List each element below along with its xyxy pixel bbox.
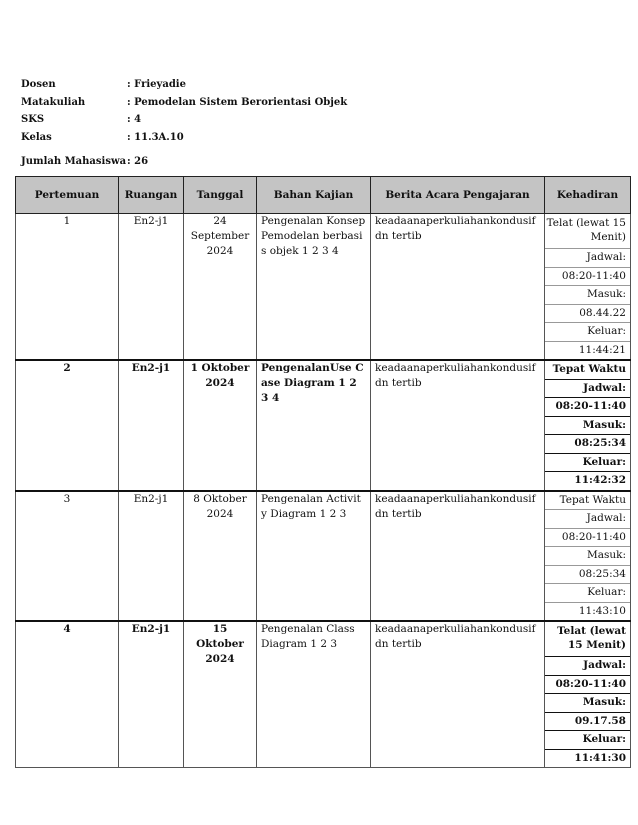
keluar-value: 11:43:10 bbox=[545, 602, 630, 621]
header-tanggal: Tanggal bbox=[184, 177, 257, 214]
masuk-label: Masuk: bbox=[545, 546, 630, 565]
tanggal-cell: 15 Oktober 2024 bbox=[184, 621, 257, 768]
info-row-dosen bbox=[21, 76, 347, 94]
header-berita-acara: Berita Acara Pengajaran bbox=[371, 177, 545, 214]
tanggal-cell: 1 Oktober 2024 bbox=[184, 360, 257, 491]
keluar-label: Keluar: bbox=[545, 583, 630, 602]
bahan-kajian-cell: Pengenalan Activity Diagram 1 2 3 bbox=[257, 491, 371, 622]
pertemuan-cell: 4 bbox=[16, 621, 119, 768]
ruangan-cell: En2-j1 bbox=[119, 621, 184, 768]
ruangan-cell: En2-j1 bbox=[119, 491, 184, 622]
table-row bbox=[16, 491, 631, 622]
berita-acara-cell: keadaanaperkuliahankondusifdn tertib bbox=[371, 214, 545, 361]
kehadiran-status: Telat (lewat 15 Menit) bbox=[546, 217, 626, 243]
keluar-value: 11:44:21 bbox=[545, 341, 630, 360]
kehadiran-cell bbox=[545, 491, 631, 622]
sks-value: : 4 bbox=[127, 114, 142, 126]
jumlah-value: : 26 bbox=[127, 155, 149, 167]
keluar-label: Keluar: bbox=[545, 322, 630, 341]
kehadiran-cell bbox=[545, 621, 631, 768]
header-pertemuan: Pertemuan bbox=[16, 177, 119, 214]
table-row bbox=[16, 621, 631, 768]
bahan-kajian-cell: PengenalanUse Case Diagram 1 2 3 4 bbox=[257, 360, 371, 491]
jadwal-label: Jadwal: bbox=[545, 248, 630, 267]
table-row bbox=[16, 214, 631, 361]
kelas-label: Kelas bbox=[21, 131, 52, 143]
pertemuan-cell: 2 bbox=[16, 360, 119, 491]
keluar-value: 11:42:32 bbox=[545, 471, 630, 490]
jadwal-value: 08:20-11:40 bbox=[545, 397, 630, 416]
kehadiran-cell bbox=[545, 214, 631, 361]
masuk-value: 08.44.22 bbox=[545, 304, 630, 323]
jumlah-label: Jumlah Mahasiswa bbox=[21, 155, 127, 167]
table-header-row bbox=[16, 177, 631, 214]
sks-label: SKS bbox=[21, 114, 45, 126]
matakuliah-value: : Pemodelan Sistem Berorientasi Objek bbox=[127, 96, 348, 108]
header-bahan-kajian: Bahan Kajian bbox=[257, 177, 371, 214]
jadwal-label: Jadwal: bbox=[545, 379, 630, 398]
header-ruangan: Ruangan bbox=[119, 177, 184, 214]
ruangan-cell: En2-j1 bbox=[119, 214, 184, 361]
tanggal-cell: 24 September 2024 bbox=[184, 214, 257, 361]
course-info bbox=[21, 76, 347, 176]
keluar-value: 11:41:30 bbox=[545, 749, 630, 768]
kehadiran-status: Telat (lewat 15 Menit) bbox=[557, 625, 626, 651]
jadwal-label: Jadwal: bbox=[545, 509, 630, 528]
kehadiran-status: Tepat Waktu bbox=[559, 493, 626, 506]
keluar-label: Keluar: bbox=[545, 730, 630, 749]
info-row-matakuliah bbox=[21, 94, 347, 112]
dosen-label: Dosen bbox=[21, 79, 56, 91]
masuk-label: Masuk: bbox=[545, 285, 630, 304]
jadwal-value: 08:20-11:40 bbox=[545, 528, 630, 547]
keluar-label: Keluar: bbox=[545, 453, 630, 472]
header-kehadiran: Kehadiran bbox=[545, 177, 631, 214]
bahan-kajian-cell: Pengenalan Class Diagram 1 2 3 bbox=[257, 621, 371, 768]
berita-acara-cell: keadaanaperkuliahankondusifdn tertib bbox=[371, 360, 545, 491]
kehadiran-status: Tepat Waktu bbox=[552, 363, 626, 375]
masuk-value: 08:25:34 bbox=[545, 434, 630, 453]
berita-acara-cell: keadaanaperkuliahankondusifdn tertib bbox=[371, 491, 545, 622]
dosen-value: : Frieyadie bbox=[127, 79, 186, 91]
jadwal-label: Jadwal: bbox=[545, 656, 630, 675]
kehadiran-cell bbox=[545, 360, 631, 491]
matakuliah-label: Matakuliah bbox=[21, 96, 86, 108]
masuk-value: 09.17.58 bbox=[545, 712, 630, 731]
jadwal-value: 08:20-11:40 bbox=[545, 675, 630, 694]
kelas-value: : 11.3A.10 bbox=[127, 131, 184, 143]
masuk-value: 08:25:34 bbox=[545, 565, 630, 584]
pertemuan-cell: 3 bbox=[16, 491, 119, 622]
attendance-table bbox=[15, 176, 631, 768]
pertemuan-cell: 1 bbox=[16, 214, 119, 361]
table-row bbox=[16, 360, 631, 491]
masuk-label: Masuk: bbox=[545, 693, 630, 712]
berita-acara-cell: keadaanaperkuliahankondusifdn tertib bbox=[371, 621, 545, 768]
jadwal-value: 08:20-11:40 bbox=[545, 267, 630, 286]
tanggal-cell: 8 Oktober 2024 bbox=[184, 491, 257, 622]
info-row-jumlah bbox=[21, 146, 347, 176]
ruangan-cell: En2-j1 bbox=[119, 360, 184, 491]
info-row-sks bbox=[21, 111, 347, 129]
masuk-label: Masuk: bbox=[545, 416, 630, 435]
info-row-kelas bbox=[21, 129, 347, 147]
bahan-kajian-cell: Pengenalan Konsep Pemodelan berbasis objek 1 2 3 4 bbox=[257, 214, 371, 361]
